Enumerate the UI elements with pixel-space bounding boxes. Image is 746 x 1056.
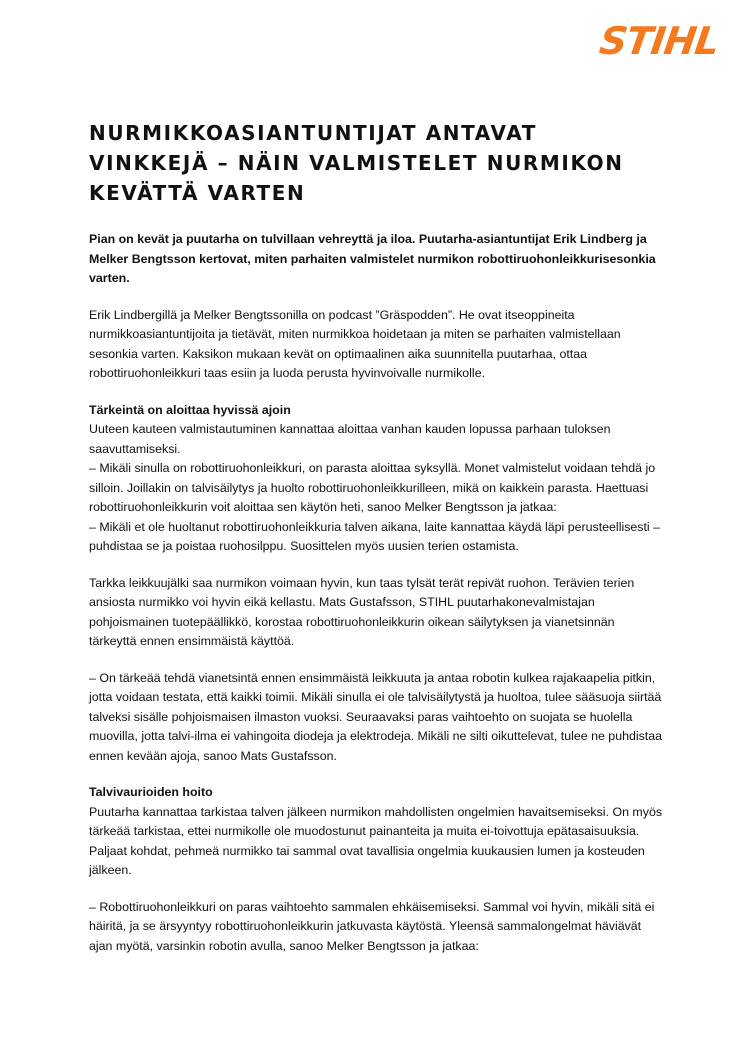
section-heading-winter-damage: Talvivaurioiden hoito [89, 785, 213, 799]
quote-paragraph: – Mikäli et ole huoltanut robottiruohonleikkuria talven aikana, laite kannattaa käydä läpi perusteellisesti – puhdistaa se ja poistaa ruohosilppu. Suosittelen myös uusien terien ostamista. [89, 519, 661, 553]
quote-paragraph: – On tärkeää tehdä vianetsintä ennen ensimmäistä leikkuuta ja antaa robotin kulkea rajakaapelia pitkin, jotta voidaan testata, että kaikki toimii. Mikäli sinulla ei ole talvisäilytystä ja huoltoa, tulee sääsuoja siirtää talveksi sisälle pohjoismaisen ilmaston vuoksi. Seuraavaksi paras vaihtoehto on suojata se huolella muovilla, jotta talvi-ilma ei vahingoita diodeja ja elektrodeja. Mikäli ne silti oikuttelevat, tulee ne puhdistaa ennen kevään ajoja, sanoo Mats Gustafsson. [89, 670, 663, 763]
document-body [89, 118, 664, 956]
quote-paragraph: – Mikäli sinulla on robottiruohonleikkuri, on parasta aloittaa syksyllä. Monet valmistelut voidaan tehdä jo silloin. Joillakin on talvisäilytys ja huolto robottiruohonleikkurilleen, mikä on kaikkein parasta. Haettuasi robottiruohonleikkurin voit aloittaa sen käytön heti, sanoo Melker Bengtsson ja jatkaa: [89, 461, 656, 514]
paragraph: Puutarha kannattaa tarkistaa talven jälkeen nurmikon mahdollisten ongelmien havaitsemiseksi. On myös tärkeää tarkistaa, ettei nurmikolle ole muodostunut painanteita ja muita ei-toivottuja epätasaisuuksia. Paljaat kohdat, pehmeä nurmikko tai sammal ovat tavallisia ongelmia kuukausien lumen ja kosteuden jälkeen. [89, 804, 663, 877]
paragraph: Tarkka leikkuujälki saa nurmikon voimaan hyvin, kun taas tylsät terät repivät ruohon. Terävien terien ansiosta nurmikko voi hyvin eikä kellastu. Mats Gustafsson, STIHL puutarhakonevalmistajan pohjoismainen tuotepäällikkö, korostaa robottiruohonleikkurin oikean säilytyksen ja vianetsinnän tärkeyttä ennen ensimmäistä käyttöä. [89, 575, 635, 648]
quote-paragraph: – Robottiruohonleikkuri on paras vaihtoehto sammalen ehkäisemiseksi. Sammal voi hyvin, mikäli sitä ei häiritä, ja se ärsyyntyy robottiruohonleikkurin jatkuvasta käytöstä. Yleensä sammalongelmat häviävät ajan myötä, varsinkin robotin avulla, sanoo Melker Bengtsson ja jatkaa: [89, 899, 655, 953]
paragraph: Uuteen kauteen valmistautuminen kannattaa aloittaa vanhan kauden lopussa parhaan tuloksen saavuttamiseksi. [89, 422, 611, 456]
section-heading-start-early: Tärkeintä on aloittaa hyvissä ajoin [89, 402, 291, 417]
lead-paragraph: Pian on kevät ja puutarha on tulvillaan vehreyttä ja iloa. Puutarha-asiantuntijat Erik Lindberg ja Melker Bengtsson kertovat, miten parhaiten valmistelet nurmikon robottiruohonleikkurisesonkia varten. [89, 232, 656, 285]
stihl-logo: STIHL [596, 19, 722, 63]
page-title: NURMIKKOASIANTUNTIJAT ANTAVAT VINKKEJÄ – NÄIN VALMISTELET NURMIKON KEVÄTTÄ VARTEN [89, 121, 624, 205]
intro-paragraph: Erik Lindbergillä ja Melker Bengtssonilla on podcast ”Gräspodden”. He ovat itseoppineita nurmikkoasiantuntijoita ja tietävät, miten nurmikkoa hoidetaan ja miten se parhaiten valmistellaan sesonkia varten. Kaksikon mukaan kevät on optimaalinen aika suunnitella puutarhaa, ottaa robottiruohonleikkuri taas esiin ja luoda perusta hyvinvoivalle nurmikolle. [89, 307, 621, 380]
